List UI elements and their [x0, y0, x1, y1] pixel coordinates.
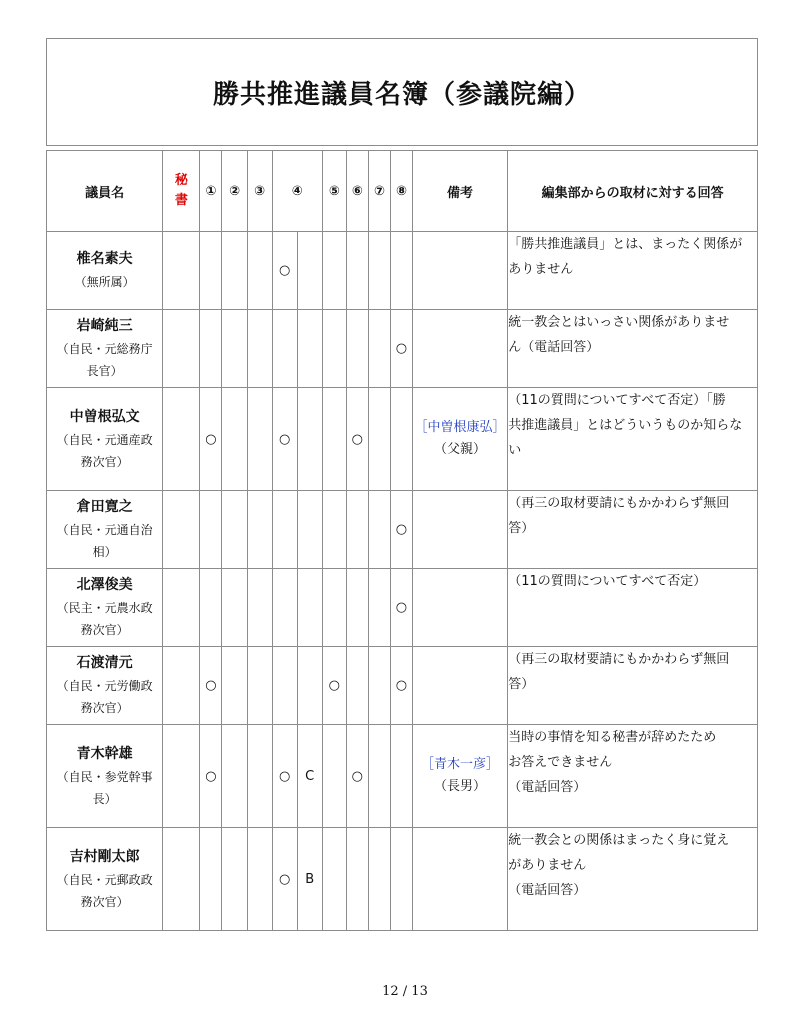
- remarks-cell: [412, 310, 507, 388]
- affiliation-line: （自民・元通自治: [56, 523, 153, 537]
- header-answer: 編集部からの取材に対する回答: [508, 151, 758, 232]
- answer-line: 当時の事情を知る秘書が辞めたため: [508, 730, 717, 745]
- mark-q3: [247, 725, 272, 828]
- mark-q2: [222, 491, 247, 569]
- mark-q7: [368, 491, 390, 569]
- answer-line: 答）: [508, 677, 535, 692]
- mark-q2: [222, 569, 247, 647]
- relative-link[interactable]: ［青木一彦］: [421, 757, 500, 772]
- answer-line: （11の質問についてすべて否定）「勝: [508, 393, 726, 408]
- remarks-cell: [412, 388, 507, 491]
- mark-q6: [346, 232, 368, 310]
- member-affiliation: [47, 597, 162, 641]
- answer-line: 統一教会とはいっさい関係がありませ: [508, 315, 730, 330]
- mark-q3: [247, 569, 272, 647]
- member-name: 椎名素夫: [76, 251, 133, 267]
- document: [46, 38, 758, 931]
- mark-secretary: [163, 491, 200, 569]
- answer-cell: [508, 491, 758, 569]
- mark-q2: [222, 310, 247, 388]
- mark-q7: [368, 232, 390, 310]
- mark-secretary: [163, 232, 200, 310]
- mark-q4-grade: [297, 388, 322, 491]
- affiliation-line: （自民・元郵政政: [56, 872, 153, 887]
- affiliation-line: （自民・元労働政: [56, 679, 153, 693]
- mark-q6: [346, 310, 368, 388]
- page-title: 勝共推進議員名簿（参議院編）: [212, 79, 591, 110]
- relative-link[interactable]: ［中曽根康弘］: [414, 420, 506, 435]
- header-secretary: 秘 書: [163, 151, 200, 232]
- affiliation-line: 相）: [92, 545, 117, 559]
- member-name: 岩崎純三: [76, 318, 133, 334]
- affiliation-line: 務次官）: [80, 894, 129, 909]
- page-indicator: 12 / 13: [382, 984, 428, 999]
- answer-cell: [508, 647, 758, 725]
- answer-line: （電話回答）: [508, 780, 587, 795]
- remarks-cell: [412, 569, 507, 647]
- mark-q8: [390, 232, 412, 310]
- mark-q6: [346, 828, 368, 931]
- mark-q7: [368, 725, 390, 828]
- member-name: 青木幹雄: [76, 745, 133, 762]
- mark-q2: [222, 388, 247, 491]
- mark-q7: [368, 388, 390, 491]
- header-q6: ⑥: [346, 151, 368, 232]
- answer-line: 「勝共推進議員」とは、まったく関係が: [508, 237, 743, 252]
- answer-cell: [508, 569, 758, 647]
- answer-cell: [508, 388, 758, 491]
- mark-q1: [200, 491, 222, 569]
- member-name: 倉田寛之: [76, 499, 133, 515]
- remarks-cell: [412, 491, 507, 569]
- remarks-cell: [412, 647, 507, 725]
- mark-q3: [247, 491, 272, 569]
- affiliation-line: 務次官）: [80, 454, 129, 469]
- mark-q4: ○: [272, 232, 297, 310]
- mark-q5: [322, 828, 346, 931]
- mark-q3: [247, 828, 272, 931]
- mark-q5: [322, 232, 346, 310]
- member-name-cell: [47, 828, 163, 931]
- answer-cell: [508, 828, 758, 931]
- mark-secretary: [163, 310, 200, 388]
- mark-q5: [322, 491, 346, 569]
- member-rows: [47, 232, 758, 931]
- mark-q6: ○: [346, 725, 368, 828]
- answer-line: ありません: [508, 262, 574, 277]
- member-name-cell: [47, 232, 163, 310]
- mark-q2: [222, 725, 247, 828]
- member-row: [47, 647, 758, 725]
- mark-q8: ○: [390, 647, 412, 725]
- member-affiliation: [47, 869, 162, 913]
- member-row: [47, 310, 758, 388]
- answer-line: がありません: [508, 858, 587, 873]
- mark-q4-grade: [297, 491, 322, 569]
- mark-q4: [272, 491, 297, 569]
- member-table: [46, 150, 758, 931]
- header-q8: ⑧: [390, 151, 412, 232]
- mark-q6: [346, 491, 368, 569]
- mark-q8: [390, 725, 412, 828]
- member-affiliation: [47, 429, 162, 473]
- mark-q1: ○: [200, 647, 222, 725]
- relation-note: （長男）: [434, 779, 487, 794]
- affiliation-line: 長）: [92, 791, 117, 806]
- mark-secretary: [163, 388, 200, 491]
- mark-secretary: [163, 647, 200, 725]
- mark-q2: [222, 828, 247, 931]
- mark-q3: [247, 388, 272, 491]
- mark-q4: [272, 647, 297, 725]
- remarks-cell: [412, 725, 507, 828]
- member-affiliation: [47, 675, 162, 719]
- member-name-cell: [47, 725, 163, 828]
- member-row: [47, 828, 758, 931]
- mark-q4: [272, 569, 297, 647]
- answer-line: ん（電話回答）: [508, 340, 600, 355]
- answer-cell: [508, 232, 758, 310]
- mark-q1: [200, 828, 222, 931]
- affiliation-line: （自民・参党幹事: [56, 769, 153, 784]
- mark-q4: ○: [272, 828, 297, 931]
- mark-q2: [222, 232, 247, 310]
- answer-cell: [508, 310, 758, 388]
- mark-secretary: [163, 569, 200, 647]
- answer-line: 統一教会との関係はまったく身に覚え: [508, 833, 730, 848]
- member-row: [47, 725, 758, 828]
- mark-q4-grade: [297, 310, 322, 388]
- answer-line: 答）: [508, 521, 535, 536]
- answer-line: （再三の取材要請にもかかわらず無回: [508, 652, 730, 667]
- mark-q1: [200, 232, 222, 310]
- member-name: 中曽根弘文: [69, 408, 140, 425]
- member-name: 吉村剛太郎: [69, 848, 140, 865]
- mark-q3: [247, 232, 272, 310]
- affiliation-line: （自民・元通産政: [56, 432, 153, 447]
- mark-q5: [322, 569, 346, 647]
- answer-cell: [508, 725, 758, 828]
- mark-q4-grade: [297, 232, 322, 310]
- mark-q8: ○: [390, 491, 412, 569]
- member-affiliation: [47, 519, 162, 563]
- mark-q3: [247, 310, 272, 388]
- mark-q3: [247, 647, 272, 725]
- mark-q1: [200, 310, 222, 388]
- header-q4: ④: [272, 151, 322, 232]
- mark-q4-grade: [297, 647, 322, 725]
- mark-q4-grade: C: [297, 725, 322, 828]
- mark-q4-grade: B: [297, 828, 322, 931]
- mark-q4: ○: [272, 388, 297, 491]
- mark-q5: [322, 725, 346, 828]
- relation-note: （父親）: [434, 442, 487, 457]
- member-affiliation: [47, 766, 162, 810]
- header-q5: ⑤: [322, 151, 346, 232]
- member-row: [47, 569, 758, 647]
- member-affiliation: [47, 271, 162, 293]
- member-row: [47, 491, 758, 569]
- mark-q6: ○: [346, 388, 368, 491]
- header-q1: ①: [200, 151, 222, 232]
- header-name: 議員名: [47, 151, 163, 232]
- header-remarks: 備考: [412, 151, 507, 232]
- answer-line: い: [508, 443, 522, 458]
- mark-q4: [272, 310, 297, 388]
- mark-q5: ○: [322, 647, 346, 725]
- mark-q8: [390, 388, 412, 491]
- remarks-cell: [412, 828, 507, 931]
- mark-q1: ○: [200, 388, 222, 491]
- mark-q8: ○: [390, 310, 412, 388]
- affiliation-line: （自民・元総務庁: [56, 342, 153, 356]
- member-name: 石渡清元: [76, 655, 133, 671]
- member-row: [47, 388, 758, 491]
- mark-q1: [200, 569, 222, 647]
- member-name-cell: [47, 647, 163, 725]
- affiliation-line: 務次官）: [80, 701, 129, 715]
- answer-line: （11の質問についてすべて否定）: [508, 574, 707, 589]
- mark-q7: [368, 310, 390, 388]
- mark-q8: ○: [390, 569, 412, 647]
- answer-line: （電話回答）: [508, 883, 587, 898]
- header-q2: ②: [222, 151, 247, 232]
- mark-q7: [368, 828, 390, 931]
- mark-q4-grade: [297, 569, 322, 647]
- title-box: [46, 38, 758, 146]
- header-q7: ⑦: [368, 151, 390, 232]
- affiliation-line: 長官）: [86, 364, 123, 378]
- mark-q2: [222, 647, 247, 725]
- mark-q4: ○: [272, 725, 297, 828]
- remarks-cell: [412, 232, 507, 310]
- member-affiliation: [47, 338, 162, 382]
- mark-q1: ○: [200, 725, 222, 828]
- mark-secretary: [163, 725, 200, 828]
- mark-q7: [368, 569, 390, 647]
- mark-q6: [346, 647, 368, 725]
- affiliation-line: 務次官）: [80, 623, 129, 637]
- member-name-cell: [47, 310, 163, 388]
- member-row: [47, 232, 758, 310]
- answer-line: （再三の取材要請にもかかわらず無回: [508, 496, 730, 511]
- affiliation-line: （民主・元農水政: [56, 601, 153, 615]
- member-name: 北澤俊美: [76, 577, 133, 593]
- mark-secretary: [163, 828, 200, 931]
- header-q3: ③: [247, 151, 272, 232]
- mark-q5: [322, 388, 346, 491]
- answer-line: 共推進議員」とはどういうものか知らな: [508, 418, 743, 433]
- answer-line: お答えできません: [508, 755, 613, 770]
- mark-q8: [390, 828, 412, 931]
- header-row: [47, 151, 758, 232]
- mark-q5: [322, 310, 346, 388]
- mark-q6: [346, 569, 368, 647]
- member-name-cell: [47, 491, 163, 569]
- member-name-cell: [47, 569, 163, 647]
- affiliation-line: （無所属）: [74, 275, 135, 289]
- member-name-cell: [47, 388, 163, 491]
- mark-q7: [368, 647, 390, 725]
